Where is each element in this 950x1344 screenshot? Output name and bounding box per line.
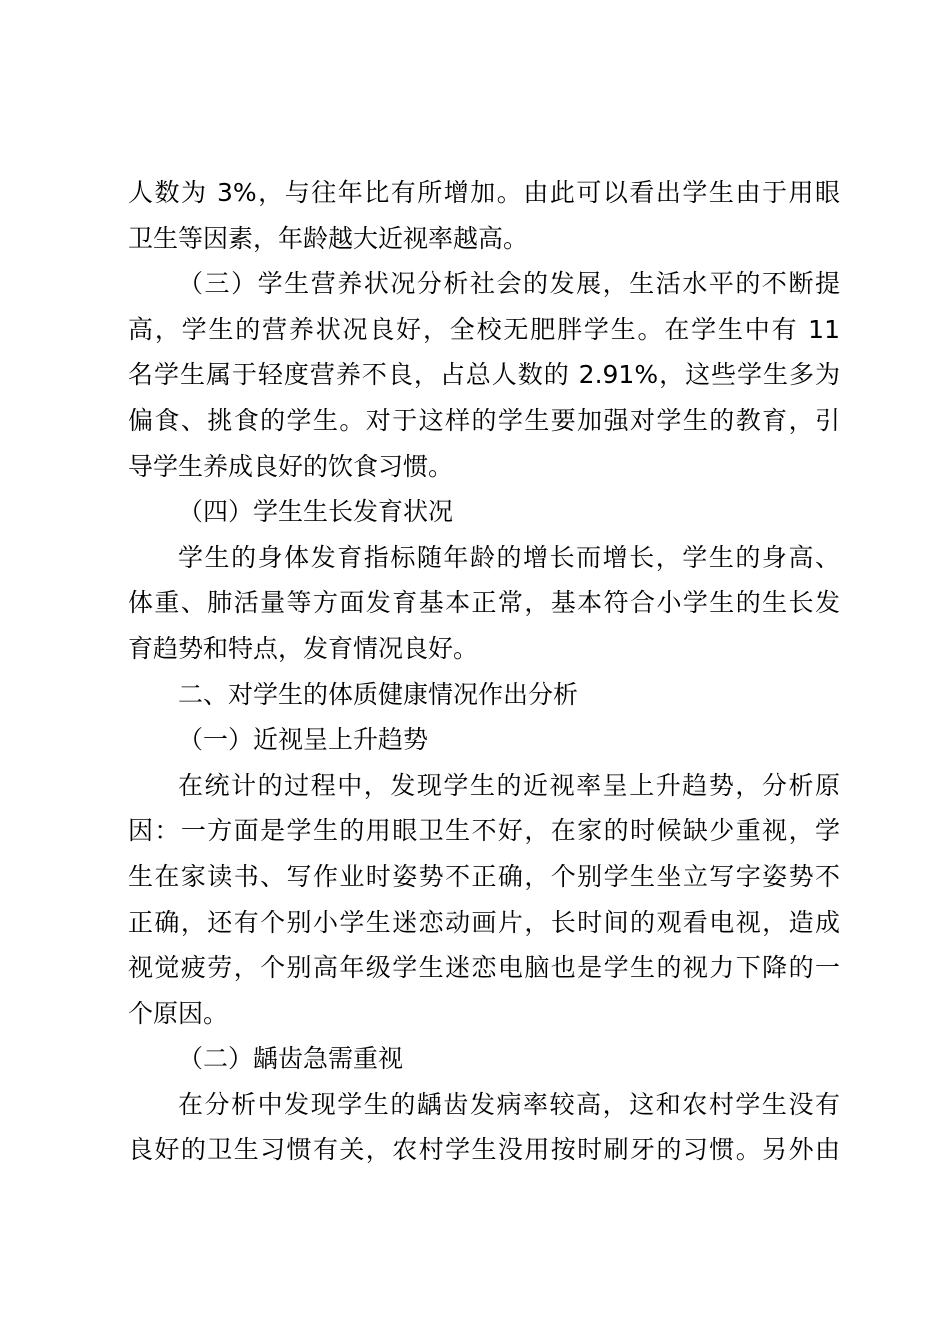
text-line: 名学生属于轻度营养不良，占总人数的 2.91%，这些学生多为 bbox=[128, 360, 840, 390]
text-line: 高，学生的营养状况良好，全校无肥胖学生。在学生中有 11 bbox=[128, 314, 840, 344]
text-line: 个原因。 bbox=[128, 998, 229, 1028]
text-line: （四）学生生长发育状况 bbox=[178, 497, 454, 527]
text-line: 因：一方面是学生的用眼卫生不好，在家的时候缺少重视，学 bbox=[128, 816, 840, 846]
text-line: （三）学生营养状况分析社会的发展，生活水平的不断提 bbox=[178, 269, 840, 299]
text-line: 在分析中发现学生的龋齿发病率较高，这和农村学生没有 bbox=[178, 1089, 840, 1119]
text-line: 育趋势和特点，发育情况良好。 bbox=[128, 633, 479, 663]
text-line: 卫生等因素，年龄越大近视率越高。 bbox=[128, 223, 529, 253]
text-line: 学生的身体发育指标随年龄的增长而增长，学生的身高、 bbox=[178, 542, 840, 572]
text-line: 人数为 3%，与往年比有所增加。由此可以看出学生由于用眼 bbox=[128, 178, 840, 207]
text-line: 导学生养成良好的饮食习惯。 bbox=[128, 451, 454, 481]
text-line: 偏食、挑食的学生。对于这样的学生要加强对学生的教育，引 bbox=[128, 405, 840, 435]
text-line: 生在家读书、写作业时姿势不正确，个别学生坐立写字姿势不 bbox=[128, 861, 840, 891]
text-line: 良好的卫生习惯有关，农村学生没用按时刷牙的习惯。另外由 bbox=[128, 1135, 840, 1165]
text-line: 二、对学生的体质健康情况作出分析 bbox=[178, 679, 579, 709]
text-line: 在统计的过程中，发现学生的近视率呈上升趋势，分析原 bbox=[178, 770, 840, 800]
text-line: 体重、肺活量等方面发育基本正常，基本符合小学生的生长发 bbox=[128, 588, 840, 618]
text-line: （二）龋齿急需重视 bbox=[178, 1044, 404, 1074]
text-line: 视觉疲劳，个别高年级学生迷恋电脑也是学生的视力下降的一 bbox=[128, 953, 840, 983]
document-page bbox=[128, 170, 840, 1173]
text-line: （一）近视呈上升趋势 bbox=[178, 725, 429, 755]
text-line: 正确，还有个别小学生迷恋动画片，长时间的观看电视，造成 bbox=[128, 907, 840, 937]
